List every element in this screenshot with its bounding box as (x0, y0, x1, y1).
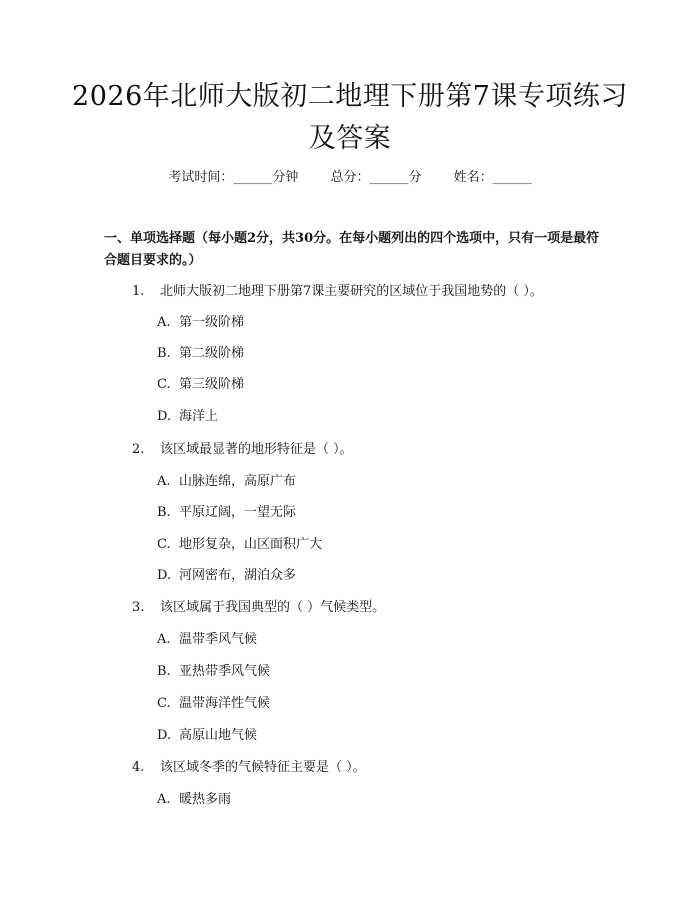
option-text: 地形复杂，山区面积广大 (179, 537, 323, 552)
option-2b (157, 503, 296, 523)
option-text: 平原辽阔，一望无际 (179, 505, 297, 520)
option-1d (157, 407, 218, 427)
option-letter: C. (157, 377, 171, 392)
option-3c (157, 694, 270, 714)
option-2d (157, 566, 296, 586)
option-letter: D. (157, 728, 172, 743)
option-text: 温带季风气候 (179, 632, 258, 647)
option-letter: A. (157, 792, 171, 807)
option-letter: C. (157, 696, 171, 711)
option-text: 第二级阶梯 (179, 346, 245, 361)
option-letter: A. (157, 632, 171, 647)
option-text: 高原山地气候 (179, 728, 258, 743)
section-heading: 一、单项选择题（每小题2分，共30分。在每小题列出的四个选项中，只有一项是最符合题目要求的。） (104, 231, 600, 268)
exam-total-score: 总分：______分 (330, 170, 422, 185)
option-1a (157, 313, 244, 333)
document-title: 2026年北师大版初二地理下册第7课专项练习及答案 (72, 81, 628, 154)
option-text: 温带海洋性气候 (179, 696, 271, 711)
option-3b (157, 662, 270, 682)
exam-time: 考试时间：______分钟 (168, 170, 299, 185)
option-letter: B. (157, 664, 171, 679)
option-letter: B. (157, 346, 171, 361)
option-2c (157, 535, 322, 555)
option-text: 第三级阶梯 (179, 377, 245, 392)
option-text: 山脉连绵，高原广布 (179, 474, 297, 489)
question-number: 1. (132, 284, 145, 299)
question-text: 该区域冬季的气候特征主要是（ ）。 (160, 760, 366, 775)
question-1 (132, 282, 543, 302)
question-4 (132, 758, 366, 778)
question-2 (132, 440, 353, 460)
question-number: 4. (132, 760, 145, 775)
option-letter: D. (157, 568, 172, 583)
question-text: 该区域属于我国典型的（ ）气候类型。 (160, 600, 386, 615)
option-letter: B. (157, 505, 171, 520)
option-letter: D. (157, 409, 172, 424)
option-3a (157, 630, 257, 650)
option-1c (157, 375, 244, 395)
student-name: 姓名：______ (453, 170, 532, 185)
option-1b (157, 344, 244, 364)
option-text: 亚热带季风气候 (179, 664, 271, 679)
option-text: 第一级阶梯 (179, 315, 245, 330)
option-text: 海洋上 (179, 409, 219, 424)
question-number: 2. (132, 442, 145, 457)
option-text: 河网密布，湖泊众多 (179, 568, 297, 583)
question-text: 该区域最显著的地形特征是（ ）。 (160, 442, 353, 457)
option-2a (157, 472, 296, 492)
exam-meta (0, 168, 700, 188)
option-letter: C. (157, 537, 171, 552)
option-letter: A. (157, 315, 171, 330)
option-letter: A. (157, 474, 171, 489)
option-text: 暖热多雨 (179, 792, 232, 807)
question-number: 3. (132, 600, 145, 615)
option-4a (157, 790, 231, 810)
question-3 (132, 598, 385, 618)
option-3d (157, 726, 257, 746)
question-text: 北师大版初二地理下册第7课主要研究的区域位于我国地势的（ ）。 (160, 284, 543, 299)
